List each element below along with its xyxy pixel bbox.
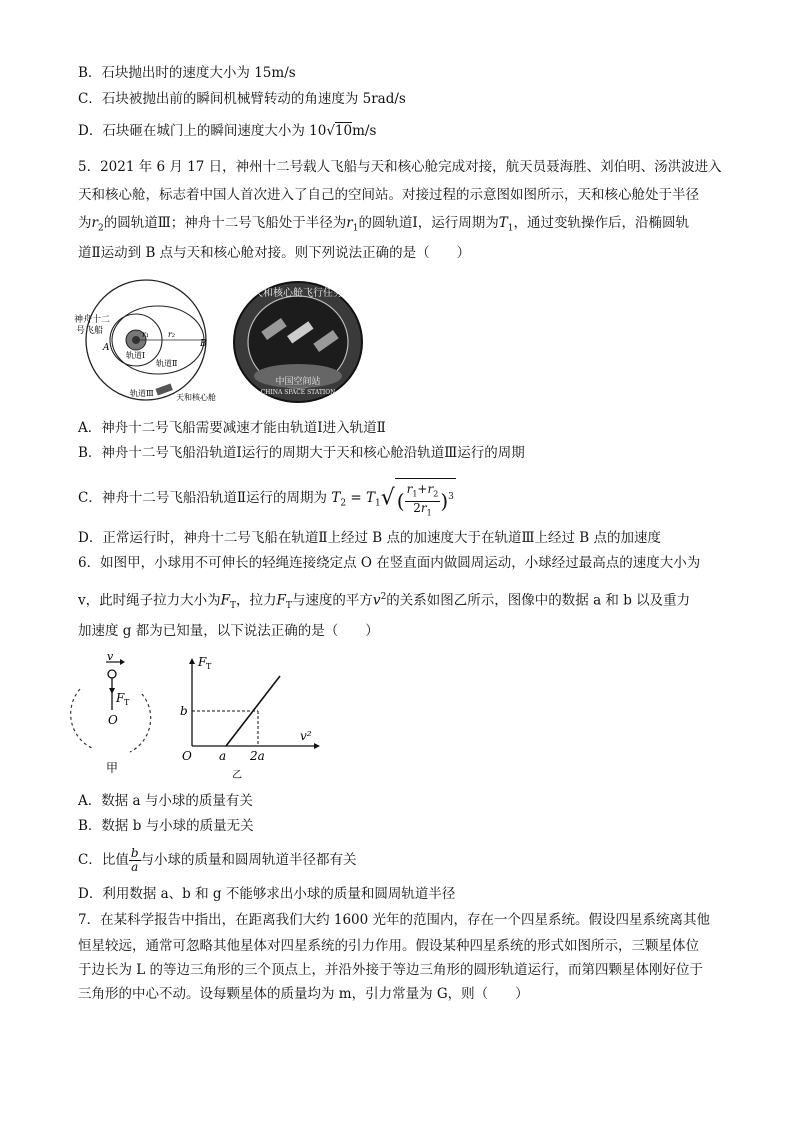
- fraction-r: [405, 483, 441, 519]
- graph-label-ft-sub: T: [206, 662, 212, 671]
- q4-option-c: C．石块被抛出前的瞬间机械臂转动的角速度为 5rad/s: [78, 91, 406, 107]
- q5-l3d: ，通过变轨操作后，沿椭圆轨: [513, 215, 690, 231]
- q5-stem-line3: [78, 214, 689, 238]
- q7-stem-line2: 恒星较远，通常可忽略其他星体对四星系统的引力作用。假设某种四星系统的形式如图所示，三颗星体位: [78, 938, 699, 954]
- q4-option-d-radicand: 10: [334, 123, 353, 139]
- fig-label-o-left: O: [108, 713, 118, 727]
- graph-label-2a: 2a: [250, 749, 265, 763]
- orbit-diagram: [74, 278, 233, 403]
- label-orbit1: 轨道Ⅰ: [126, 351, 146, 360]
- q6-option-d: D．利用数据 a、b 和 g 不能够求出小球的质量和圆周轨道半径: [78, 886, 456, 902]
- circle-path-left: [71, 689, 94, 749]
- q4-option-d: [78, 122, 376, 140]
- velocity-arrowhead: [120, 659, 125, 665]
- q5-stem-line4: 道Ⅱ运动到 B 点与天和核心舱对接。则下列说法正确的是（ ）: [78, 245, 471, 261]
- q6-l2b: ，拉力: [236, 592, 277, 609]
- q6-stem-line2: [78, 588, 690, 615]
- ft-symbol-2: F: [276, 592, 286, 609]
- t1-formula-sub: 1: [374, 498, 381, 509]
- label-station: 天和核心舱: [176, 393, 216, 402]
- label-ship2: 号飞船: [76, 326, 104, 336]
- q6-option-c-pre: C．比值: [78, 852, 129, 868]
- q7-stem-line3: 于边长为 L 的等边三角形的三个顶点上，并沿外接于等边三角形的圆形轨道运行，而第四颗星体刚好位于: [78, 962, 704, 978]
- q4-option-d-coef: 10: [309, 123, 327, 139]
- q5-l3b: 的圆轨道Ⅲ；神舟十二号飞船处于半径为: [103, 215, 347, 231]
- q5-option-d: D．正常运行时，神舟十二号飞船在轨道Ⅱ上经过 B 点的加速度大于在轨道Ⅲ上经过 B 点的加速度: [78, 530, 662, 546]
- q6-stem-line1: 6．如图甲，小球用不可伸长的轻绳连接绕定点 O 在竖直面内做圆周运动，小球经过最高点的速度大小为: [78, 555, 701, 571]
- frac-num: $r_1+r_2$: [405, 483, 441, 501]
- t2-sub: 2: [340, 498, 347, 509]
- ft-symbol-1: F: [220, 592, 231, 609]
- label-orbit2: 轨道Ⅱ: [156, 359, 178, 368]
- v2-symbol: v: [372, 592, 381, 609]
- label-r1: r₁: [142, 330, 150, 339]
- paren-right: ): [440, 489, 449, 513]
- label-r2: r₂: [168, 330, 176, 339]
- r1-sub: 1: [352, 223, 359, 234]
- q5-l3c: 的圆轨道Ⅰ，运行周期为: [358, 215, 499, 231]
- fig-label-ft-sub: T: [124, 698, 130, 707]
- station-icon: [155, 383, 172, 395]
- q6-option-a: A．数据 a 与小球的质量有关: [78, 793, 253, 809]
- q4-option-b: B．石块抛出时的速度大小为 15m/s: [78, 65, 296, 81]
- q6-figures: [72, 650, 372, 781]
- r2-symbol: r: [91, 215, 98, 231]
- label-ship: 神舟十二: [74, 315, 111, 325]
- label-a: A: [103, 343, 110, 353]
- q5-stem-line1: 5．2021 年 6 月 17 日，神州十二号载人飞船与天和核心舱完成对接，航天员聂海胜、刘伯明、汤洪波进入: [78, 159, 722, 175]
- q5-option-a: A．神舟十二号飞船需要减速才能由轨道Ⅰ进入轨道Ⅱ: [78, 420, 386, 436]
- cube-exp: 3: [448, 492, 454, 502]
- graph-label-o: O: [182, 749, 192, 763]
- graph-x-arrow: [314, 743, 320, 749]
- r1-symbol: r: [346, 215, 353, 231]
- r2-sub: 2: [97, 223, 104, 234]
- tension-arrowhead: [109, 688, 115, 694]
- q6-stem-line3: 加速度 g 都为已知量，以下说法正确的是（ ）: [78, 623, 379, 639]
- ball: [108, 670, 116, 678]
- q6-l2a: v，此时绳子拉力大小为: [78, 592, 221, 609]
- graph-label-b: b: [180, 704, 188, 718]
- ft-sub-1: T: [230, 601, 237, 612]
- q4-option-d-unit: m/s: [352, 123, 377, 139]
- label-orbit3: 轨道Ⅲ: [130, 389, 154, 398]
- fig-label-yi: 乙: [232, 770, 242, 781]
- fraction-b-over-a: [129, 847, 141, 874]
- q6-option-c-post: 与小球的质量和圆周轨道半径都有关: [140, 852, 357, 868]
- radicand-box: [395, 478, 456, 519]
- circle-path-right: [130, 694, 151, 752]
- q6-option-c: [78, 846, 357, 874]
- sqrt-symbol: √: [326, 123, 335, 139]
- badge-title: 天和核心舱飞行任务: [253, 288, 343, 299]
- fig-label-jia: 甲: [106, 761, 119, 775]
- graph-y-arrow: [189, 658, 195, 664]
- frac-den: $2r_1$: [413, 500, 432, 517]
- t1-formula-symbol: T: [365, 490, 375, 506]
- fig-label-ft: F: [116, 691, 125, 705]
- t1-sub: 1: [507, 223, 514, 234]
- q5-option-c-text: C．神舟十二号飞船沿轨道Ⅱ运行的周期为: [78, 490, 328, 506]
- q5-stem-line2: 天和核心舱，标志着中国人首次进入了自己的空间站。对接过程的示意图如图所示，天和核心舱处于半径: [78, 187, 699, 203]
- q5-l3a: 为: [78, 215, 92, 231]
- fig-label-v: v: [107, 650, 114, 663]
- q6-option-b: B．数据 b 与小球的质量无关: [78, 818, 254, 834]
- q5-option-b: B．神舟十二号飞船沿轨道Ⅰ运行的周期大于天和核心舱沿轨道Ⅲ运行的周期: [78, 445, 525, 461]
- badge-english: CHINA SPACE STATION: [260, 389, 336, 396]
- q6-l2d: 的关系如图乙所示，图像中的数据 a 和 b 以及重力: [386, 592, 691, 609]
- graph-label-v2: v²: [300, 729, 312, 743]
- q6-l2c: 与速度的平方: [291, 592, 373, 609]
- q4-option-d-text: D．石块砸在城门上的瞬间速度大小为: [78, 123, 310, 139]
- frac-a: a: [131, 860, 139, 874]
- v2-sup: 2: [380, 592, 387, 602]
- badge-subtitle: 中国空间站: [275, 377, 321, 387]
- q7-stem-line1: 7．在某科学报告中指出，在距离我们大约 1600 光年的范围内，存在一个四星系统。假设四星系统离其他: [78, 912, 711, 928]
- mission-badge: [232, 280, 364, 404]
- q7-stem-line4: 三角形的中心不动。设每颗星体的质量均为 m，引力常量为 G，则（ ）: [78, 986, 529, 1002]
- label-b: B: [200, 339, 207, 349]
- t2-symbol: T: [331, 490, 341, 506]
- paren-left: (: [396, 489, 405, 513]
- sqrt-big: √: [380, 485, 395, 511]
- ft-sub-2: T: [285, 601, 292, 612]
- q5-option-c: C．神舟十二号飞船沿轨道Ⅱ运行的周期为 $T_2 = T_1√$ ( $\frac{r_1+r_2}{2r_1}$ )$^3$: [78, 478, 456, 522]
- graph-label-a: a: [219, 749, 227, 763]
- graph-label-ft: F: [198, 655, 207, 669]
- frac-b: b: [130, 846, 139, 860]
- t1-symbol: T: [498, 215, 508, 231]
